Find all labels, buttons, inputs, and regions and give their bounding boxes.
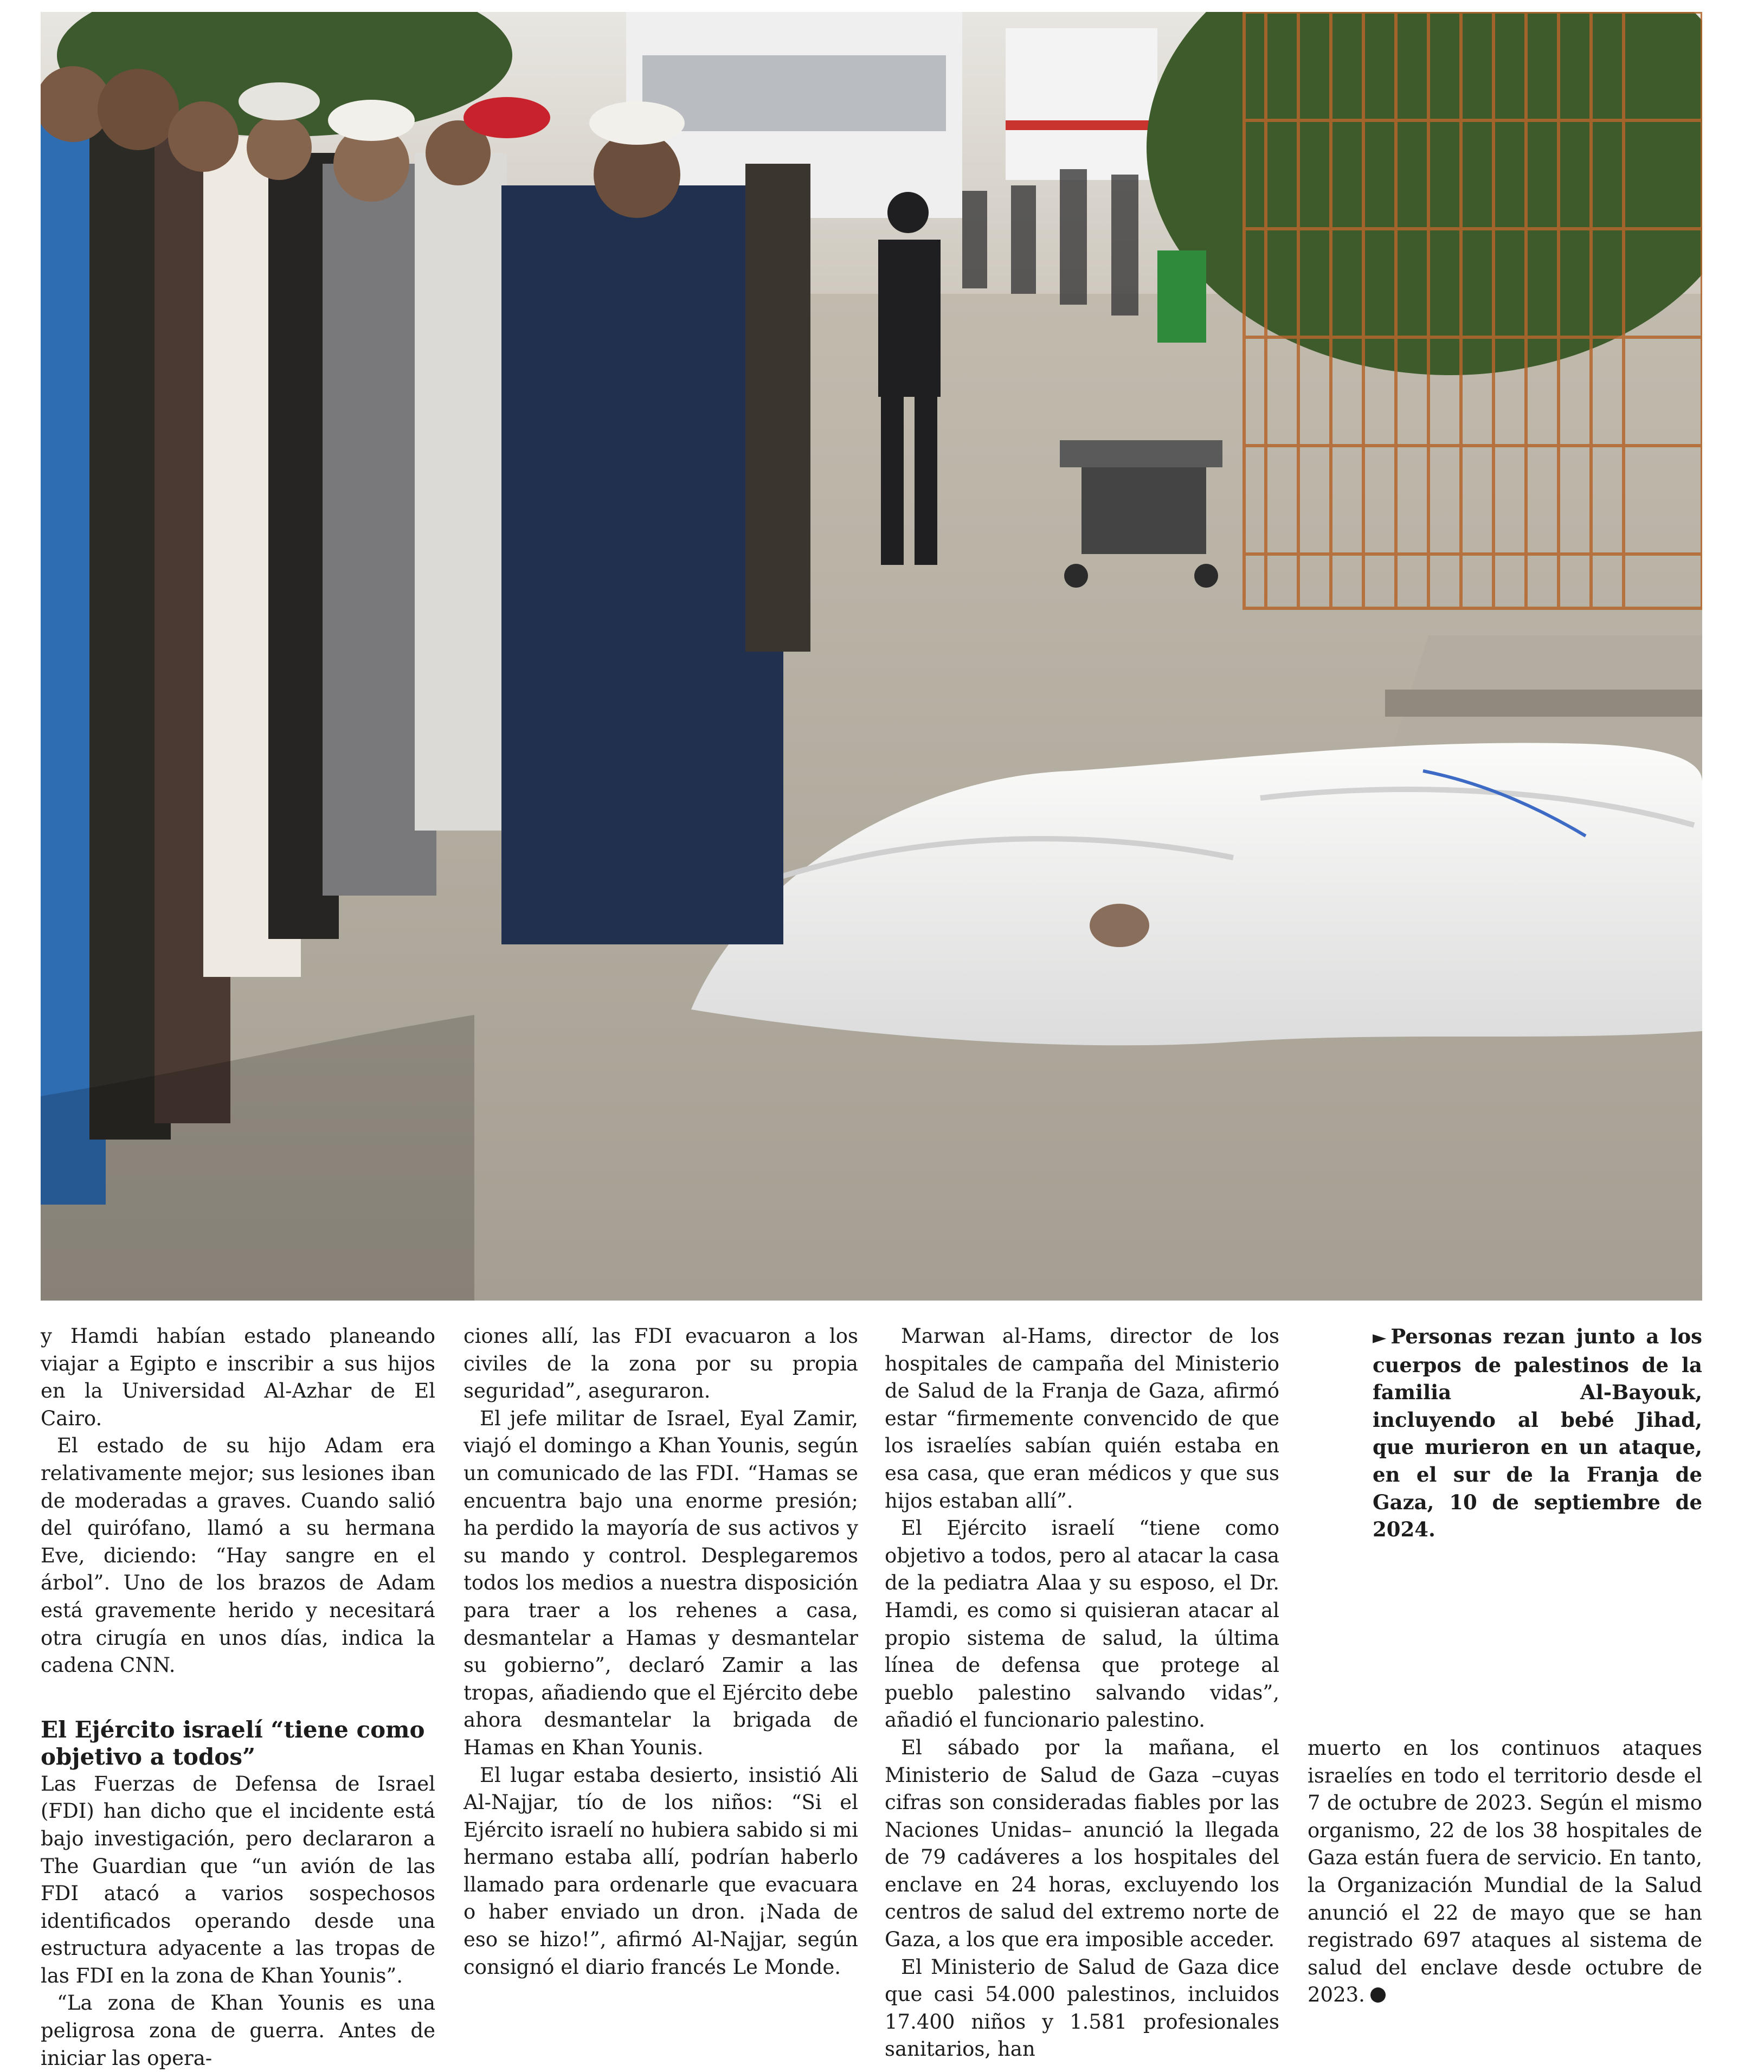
article-column-4 bbox=[1308, 1735, 1702, 2009]
paragraph: y Hamdi habían estado planeando viajar a Egipto e inscribir a sus hijos en la Universidad Al-Azhar de El Cairo. bbox=[41, 1324, 435, 1430]
news-photo bbox=[41, 12, 1702, 1301]
man-in-blue-robe bbox=[501, 185, 783, 944]
end-of-article-icon bbox=[1370, 1987, 1386, 2003]
funeral-prayer-photo bbox=[41, 12, 1702, 1301]
caption-text: Personas rezan junto a los cuerpos de palestinos de la familia Al-Bayouk, incluyendo al bebé Jihad, que murieron en un ataque, en el sur de la Franja de Gaza, 10 de septiembre de 2024. bbox=[1373, 1324, 1702, 1542]
article-column-1 bbox=[41, 1323, 435, 2072]
paragraph-text: muerto en los continuos ataques israelíes en todo el territorio desde el 7 de octubre de 2023. Según el mismo organismo, 22 de los 38 hospitales de Gaza están fuera de servicio. En tanto, la Organización Mundial de la Salud anunció el 22 de mayo que se han registrado 697 ataques al sistema de salud del enclave desde octubre de 2023. bbox=[1308, 1736, 1702, 2007]
ambulance-shape bbox=[1006, 28, 1157, 180]
paragraph: “La zona de Khan Younis es una peligrosa zona de guerra. Antes de iniciar las opera- bbox=[41, 1991, 435, 2070]
paragraph: El lugar estaba desierto, insistió Ali Al-Najjar, tío de los niños: “Si el Ejército israelí no hubiera sabido si mi hermano estaba allí, podrían haberlo llamado para ordenarle que evacuara o haber enviado un dron. ¡Nada de eso se hizo!”, afirmó Al-Najjar, según consignó el diario francés Le Monde. bbox=[463, 1763, 858, 1979]
paragraph: ciones allí, las FDI evacuaron a los civiles de la zona por su propia seguridad”, aseguraron. bbox=[463, 1324, 858, 1403]
paragraph: El estado de su hijo Adam era relativamente mejor; sus lesiones iban de moderadas a graves. Cuando salió del quirófano, llamó a su hermana Eve, diciendo: “Hay sangre en el árbol”. Uno de los brazos de Adam está gravemente herido y necesitará otra cirugía en unos días, indica la cadena CNN. bbox=[41, 1434, 435, 1677]
article-column-3 bbox=[885, 1323, 1279, 2063]
paragraph: El Ejército israelí “tiene como objetivo a todos, pero al atacar la casa de la pediatra Alaa y su esposo, el Dr. Hamdi, es como si quisieran atacar al propio sistema de salud, la última línea de defensa que protege al pueblo palestino salvando vidas”, añadió el funcionario palestino. bbox=[885, 1516, 1279, 1732]
section-subheading: El Ejército israelí “tiene como objetivo a todos” bbox=[41, 1716, 425, 1770]
paragraph: Las Fuerzas de Defensa de Israel (FDI) han dicho que el incidente está bajo investigación, pero declararon a The Guardian que “un avión de las FDI atacó a varios sospechosos identificados operando desde una estructura adyacente a las tropas de las FDI en la zona de Khan Younis”. bbox=[41, 1772, 435, 1987]
paragraph: Marwan al-Hams, director de los hospitales de campaña del Ministerio de Salud de la Franja de Gaza, afirmó estar “firmemente convencido de que los israelíes sabían quién estaba en esa casa, que eran médicos y que sus hijos estaban allí”. bbox=[885, 1324, 1279, 1513]
paragraph: El Ministerio de Salud de Gaza dice que casi 54.000 palestinos, incluidos 17.400 niños y 1.581 profesionales sanitarios, han bbox=[885, 1955, 1279, 2061]
paragraph: El jefe militar de Israel, Eyal Zamir, viajó el domingo a Khan Younis, según un comunicado de las FDI. “Hamas se encuentra bajo una enorme presión; ha perdido la mayoría de sus activos y su mando y control. Desplegaremos todos los medios a nuestra disposición para traer a los rehenes a casa, desmantelar a Hamas y desmantelar su gobierno”, declaró Zamir a las tropas, añadiendo que el Ejército debe ahora desmantelar la brigada de Hamas en Khan Younis. bbox=[463, 1406, 858, 1759]
paragraph bbox=[1308, 1735, 1702, 2009]
triangle-right-icon: ► bbox=[1373, 1327, 1387, 1348]
article-column-2 bbox=[463, 1323, 858, 1981]
photo-caption bbox=[1373, 1323, 1702, 1543]
green-bin bbox=[1157, 250, 1206, 343]
paragraph: El sábado por la mañana, el Ministerio de Salud de Gaza –cuyas cifras son consideradas fiables por las Naciones Unidas– anunció la llegada de 79 cadáveres a los hospitales del enclave en 24 horas, excluyendo los centros de salud del extremo norte de Gaza, a los que era imposible acceder. bbox=[885, 1735, 1279, 1952]
